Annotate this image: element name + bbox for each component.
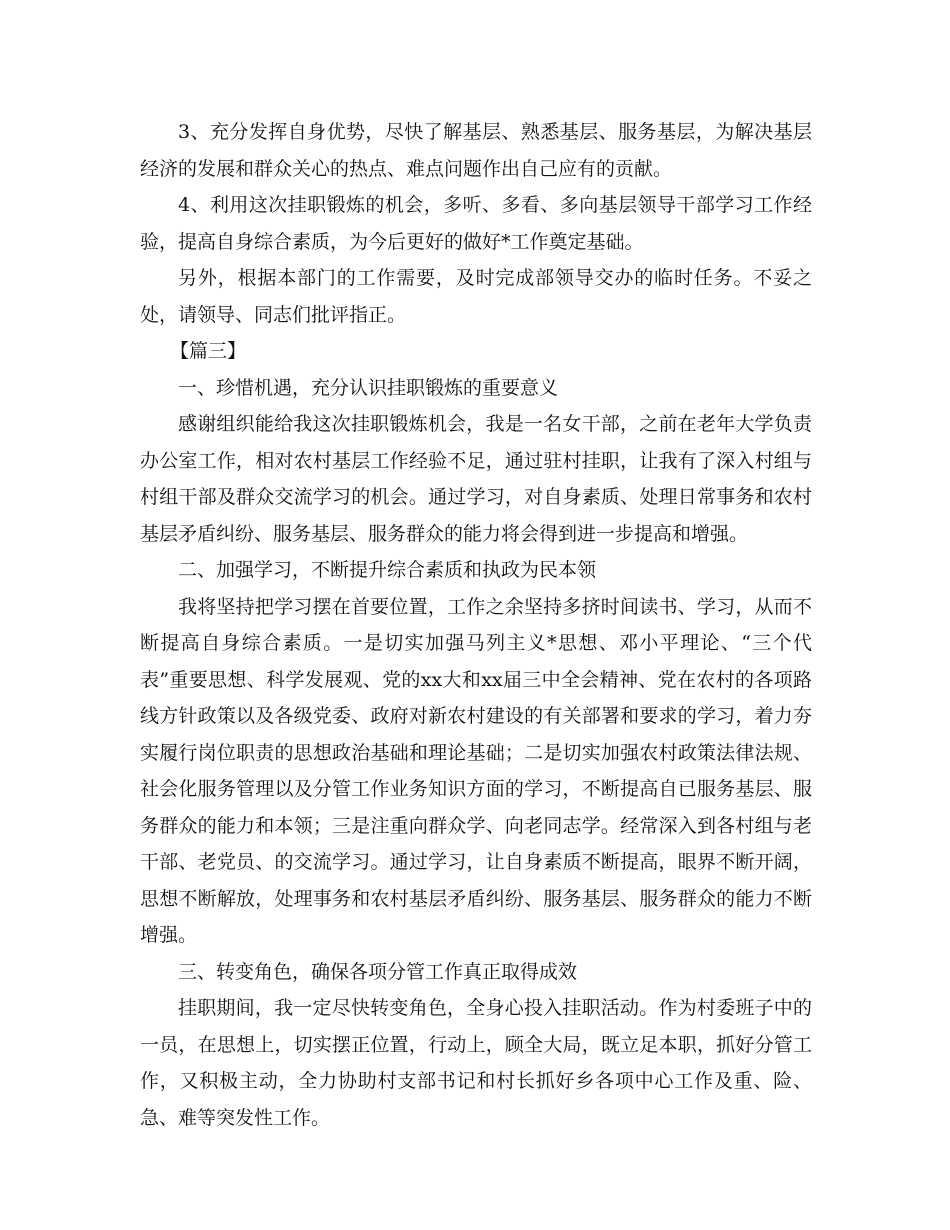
paragraph-section-1: 感谢组织能给我这次挂职锻炼机会，我是一名女干部，之前在老年大学负责办公室工作，相对农村基层工作经验不足，通过驻村挂职，让我有了深入村组与村组干部及群众交流学习的机会。通过学习，对自身素质、处理日常事务和农村基层矛盾纠纷、服务基层、服务群众的能力将会得到进一步提高和增强。: [140, 413, 812, 545]
subheading-2: 二、加强学习，不断提升综合素质和执政为民本领: [178, 559, 597, 581]
subheading-3: 三、转变角色，确保各项分管工作真正取得成效: [178, 960, 578, 983]
paragraph-item-3: 3、充分发挥自身优势，尽快了解基层、熟悉基层、服务基层，为解决基层经济的发展和群众关心的热点、难点问题作出自己应有的贡献。: [140, 121, 812, 180]
section-heading-pian-san: 【篇三】: [170, 340, 247, 362]
document-body: [140, 114, 812, 1136]
paragraph-section-2: 我将坚持把学习摆在首要位置，工作之余坚持多挤时间读书、学习，从而不断提高自身综合素质。一是切实加强马列主义*思想、邓小平理论、“三个代表”重要思想、科学发展观、党的xx大和xx届三中全会精神、党在农村的各项路线方针政策以及各级党委、政府对新农村建设的有关部署和要求的学习，着力夯实履行岗位职责的思想政治基础和理论基础；二是切实加强农村政策法律法规、社会化服务管理以及分管工作业务知识方面的学习，不断提高自已服务基层、服务群众的能力和本领；三是注重向群众学、向老同志学。经常深入到各村组与老干部、老党员、的交流学习。通过学习，让自身素质不断提高，眼界不断开阔，思想不断解放，处理事务和农村基层矛盾纠纷、服务基层、服务群众的能力不断增强。: [140, 595, 812, 946]
paragraph-item-4: 4、利用这次挂职锻炼的机会，多听、多看、多向基层领导干部学习工作经验，提高自身综合素质，为今后更好的做好*工作奠定基础。: [140, 194, 812, 253]
paragraph-section-3: 挂职期间，我一定尽快转变角色，全身心投入挂职活动。作为村委班子中的一员，在思想上，切实摆正位置，行动上，顾全大局，既立足本职，抓好分管工作，又积极主动，全力协助村支部书记和村长抓好乡各项中心工作及重、险、急、难等突发性工作。: [140, 997, 812, 1129]
paragraph-additional: 另外，根据本部门的工作需要，及时完成部领导交办的临时任务。不妥之处，请领导、同志们批评指正。: [140, 267, 812, 326]
subheading-1: 一、珍惜机遇，充分认识挂职锻炼的重要意义: [178, 376, 559, 399]
